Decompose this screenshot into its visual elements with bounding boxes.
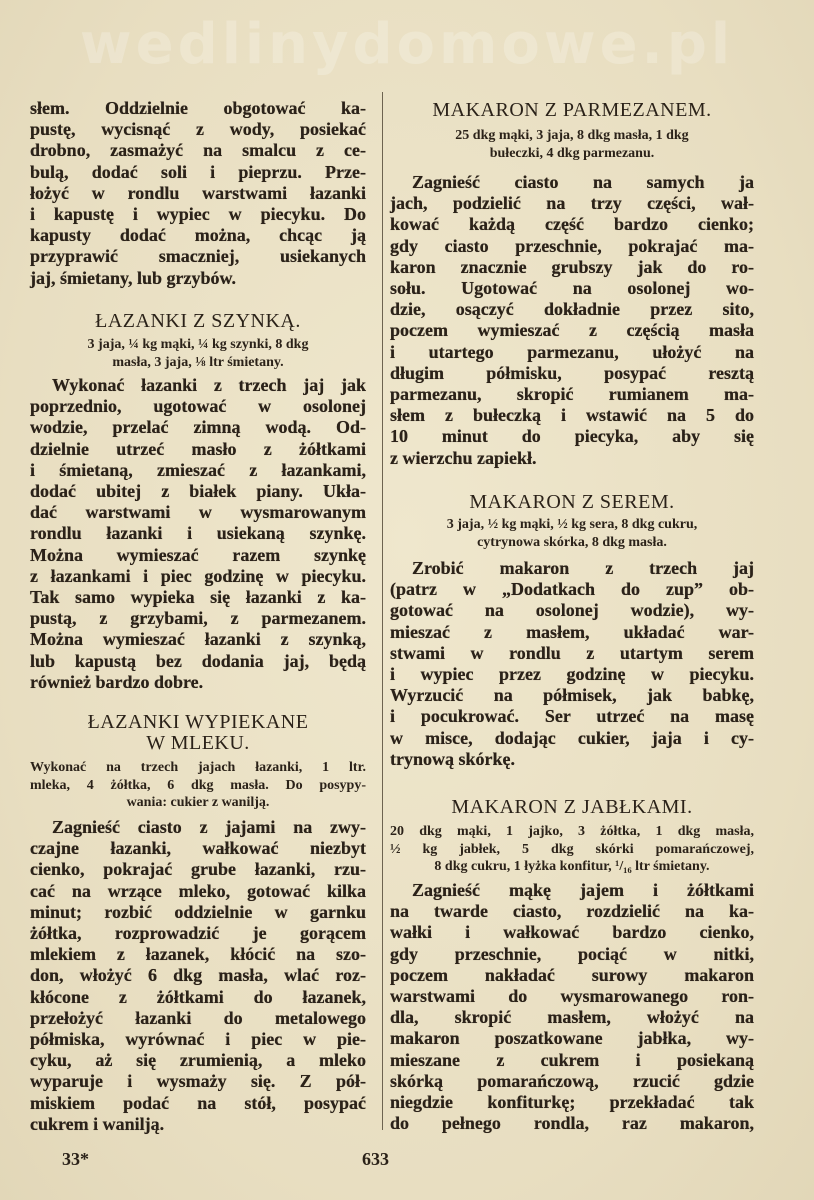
text-line: wyparuje i wysmaży się. Z pół-	[30, 1071, 366, 1092]
text-line: Zrobić makaron z trzech jaj	[412, 558, 754, 578]
text-line: cytrynowa skórka, 8 dkg masła.	[477, 534, 667, 550]
text-line: również bardzo dobre.	[30, 671, 204, 692]
title-line: ŁAZANKI WYPIEKANE	[87, 711, 309, 733]
recipe-ingredients	[30, 759, 366, 812]
text-line: skórką pomarańczową, rzucić gdzie	[390, 1070, 754, 1091]
text-line: Wykonać łazanki z trzech jaj jak	[52, 375, 366, 395]
text-line: miskiem podać na stół, posypać	[30, 1092, 366, 1113]
text-line: dzie, osączyć dokładnie przez sito,	[390, 299, 754, 320]
text-line: 20 dkg mąki, 1 jajko, 3 żółtka, 1 dkg masła,	[390, 824, 754, 839]
text-line: mleka, 4 żółtka, 6 dkg masła. Do posypy-	[30, 777, 366, 793]
text-line: żółtka, rozprowadzić je gorącem	[30, 923, 366, 944]
text-line: i utartego parmezanu, ułożyć na	[390, 341, 754, 362]
recipe-ingredients	[30, 336, 366, 371]
text-line: Wykonać na trzech jajach łazanki, 1 ltr.	[30, 760, 366, 775]
recipe-title	[390, 797, 754, 818]
text-line: warstwami do wysmarowanego ron-	[390, 986, 754, 1007]
text-line: bulą, dodać soli i pieprzu. Prze-	[30, 161, 366, 182]
text-line: Zagnieść mąkę jajem i żółtkami	[412, 880, 754, 900]
text-line: masła, 3 jaja, ⅛ ltr śmietany.	[112, 354, 284, 370]
text-line: cienko, pokrajać grube łazanki, rzu-	[30, 859, 366, 880]
text-line: czajne łazanki, wałkować niezbyt	[30, 838, 366, 859]
text-line: poczem wymieszać z częścią masła	[390, 320, 754, 341]
text-line: Tak samo wypieka się łazanki z ka-	[30, 587, 366, 608]
text-line: Wyrzucić na półmisek, jak babkę,	[390, 685, 754, 706]
text-line: 3 jaja, ¼ kg mąki, ¼ kg szynki, 8 dkg	[87, 337, 309, 352]
recipe-ingredients	[390, 823, 754, 876]
text-line: jach, podzielić na trzy części, wał-	[390, 193, 754, 214]
text-line: niegdzie konfiturkę; przekładać tak	[390, 1092, 754, 1113]
text-line: przyprawić smaczniej, usiekanych	[30, 246, 366, 267]
text-line: Można wymieszać razem szynkę	[30, 544, 366, 565]
text-line: 10 minut do piecyka, aby się	[390, 426, 754, 447]
column-divider	[382, 92, 383, 1130]
recipe-instructions	[390, 880, 754, 1134]
text-line: gotować na osolonej wodzie), wy-	[390, 600, 754, 621]
text-line: i kapustę i wypiec w piecyku. Do	[30, 204, 366, 225]
recipe-title	[30, 712, 366, 754]
text-line: kłócone z żółtkami do łazanek,	[30, 986, 366, 1007]
text-line: w misce, dodając cukier, jaja i cy-	[390, 727, 754, 748]
text-line: pustą, z grzybami, z parmezanem.	[30, 608, 366, 629]
text-line: trynową skórkę.	[390, 748, 515, 769]
text-line: słem z bułeczką i wstawić na 5 do	[390, 405, 754, 426]
text-line: półmiska, wyrównać i piec w pie-	[30, 1029, 366, 1050]
continuation-text	[30, 98, 366, 289]
text-line: Zagnieść ciasto na samych ja	[412, 172, 754, 192]
text-line: kapusty dodać można, chcąc ją	[30, 225, 366, 246]
text-line: ½ kg jabłek, 5 dkg skórki pomarańczowej,	[390, 841, 754, 857]
text-line: do pełnego rondla, raz makaron,	[390, 1113, 754, 1134]
text-line: wodzie, przelać zimną wodą. Od-	[30, 417, 366, 438]
text-line: długim półmisku, posypać resztą	[390, 362, 754, 383]
text-line: Zagnieść ciasto z jajami na zwy-	[52, 817, 366, 837]
text-line: wania: cukier z wanilją.	[126, 795, 270, 810]
text-line: łożyć w rondlu warstwami łazanki	[30, 182, 366, 203]
text-line: dodać ubitej z białek piany. Ukła-	[30, 481, 366, 502]
text-line: 25 dkg mąki, 3 jaja, 8 dkg masła, 1 dkg	[455, 128, 689, 143]
text-line: 8 dkg cukru, 1 łyżka konfitur, ¹/₁₆ ltr śmietany.	[434, 859, 710, 874]
text-line: i pocukrować. Ser utrzeć na masę	[390, 706, 754, 727]
text-line: mieszane z cukrem i posiekaną	[390, 1049, 754, 1070]
text-line: i śmietaną, zmieszać z łazankami,	[30, 459, 366, 480]
text-line: wałki i wałkować bardzo cienko,	[390, 922, 754, 943]
recipe-title	[390, 100, 754, 121]
text-line: (patrz w „Dodatkach do zup” ob-	[390, 579, 754, 600]
recipe-instructions	[390, 558, 754, 770]
text-line: mlekiem z łazanek, kłócić na szo-	[30, 944, 366, 965]
text-line: słem. Oddzielnie obgotować ka-	[30, 98, 366, 118]
recipe-ingredients	[390, 127, 754, 162]
text-line: 3 jaja, ½ kg mąki, ½ kg sera, 8 dkg cukru,	[446, 517, 698, 532]
title-line: MAKARON Z SEREM.	[469, 491, 675, 513]
text-line: don, włożyć 6 dkg masła, wlać roz-	[30, 965, 366, 986]
text-line: drobno, zasmażyć na smalcu z ce-	[30, 140, 366, 161]
recipe-ingredients	[390, 516, 754, 551]
text-line: makaron poszatkowane jabłka, wy-	[390, 1028, 754, 1049]
text-line: minut; rozbić oddzielnie w garnku	[30, 901, 366, 922]
recipe-instructions	[390, 172, 754, 469]
text-line: kować każdą część bardzo cienko;	[390, 214, 754, 235]
text-line: dzielnie utrzeć masło z żółtkami	[30, 438, 366, 459]
text-line: z łazankami i piec godzinę w piecyku.	[30, 565, 366, 586]
text-line: przełożyć łazanki do metalowego	[30, 1007, 366, 1028]
text-line: poczem nakładać surowy makaron	[390, 964, 754, 985]
text-line: sołu. Ugotować na osolonej wo-	[390, 278, 754, 299]
title-line: W MLEKU.	[146, 732, 250, 754]
text-line: jaj, śmietany, lub grzybów.	[30, 267, 237, 288]
text-line: poprzednio, ugotować w osolonej	[30, 396, 366, 417]
text-line: cukrem i wanilją.	[30, 1113, 165, 1134]
title-line: MAKARON Z PARMEZANEM.	[432, 99, 712, 121]
text-line: gdy przeschnie, pociąć w nitki,	[390, 943, 754, 964]
text-line: gdy ciasto przeschnie, pokrajać ma-	[390, 235, 754, 256]
text-line: mieszać z masłem, układać war-	[390, 621, 754, 642]
title-line: MAKARON Z JABŁKAMI.	[451, 796, 693, 818]
recipe-instructions	[30, 817, 366, 1135]
text-line: stwami w rondlu z utartym serem	[390, 642, 754, 663]
text-line: cać na wrzące mleko, gotować kilka	[30, 880, 366, 901]
page-number: 633	[362, 1149, 389, 1169]
text-line: pustę, wycisnąć z wody, posiekać	[30, 119, 366, 140]
text-line: Można wymieszać łazanki z szynką,	[30, 629, 366, 650]
text-line: i wypiec przez godzinę w piecyku.	[390, 664, 754, 685]
recipe-title	[30, 311, 366, 332]
watermark: wedlinydomowe.pl	[79, 12, 735, 77]
text-line: parmezanu, skropić rumianem ma-	[390, 384, 754, 405]
text-line: na twarde ciasto, rozdzielić na ka-	[390, 901, 754, 922]
recipe-title	[390, 492, 754, 513]
text-line: rondlu łazanki i usiekaną szynkę.	[30, 523, 366, 544]
text-line: z wierzchu zapiekł.	[390, 447, 537, 468]
text-line: lub kapustą bez dodania jaj, będą	[30, 650, 366, 671]
text-line: dać warstwami w wysmarowanym	[30, 502, 366, 523]
text-line: bułeczki, 4 dkg parmezanu.	[489, 145, 655, 161]
title-line: ŁAZANKI Z SZYNKĄ.	[95, 310, 301, 332]
recipe-instructions	[30, 375, 366, 693]
signature-mark: 33*	[62, 1149, 89, 1169]
text-line: cyku, aż się zrumienią, a mleko	[30, 1050, 366, 1071]
text-line: karon znacznie grubszy jak do ro-	[390, 256, 754, 277]
text-line: dla, skropić masłem, włożyć na	[390, 1007, 754, 1028]
